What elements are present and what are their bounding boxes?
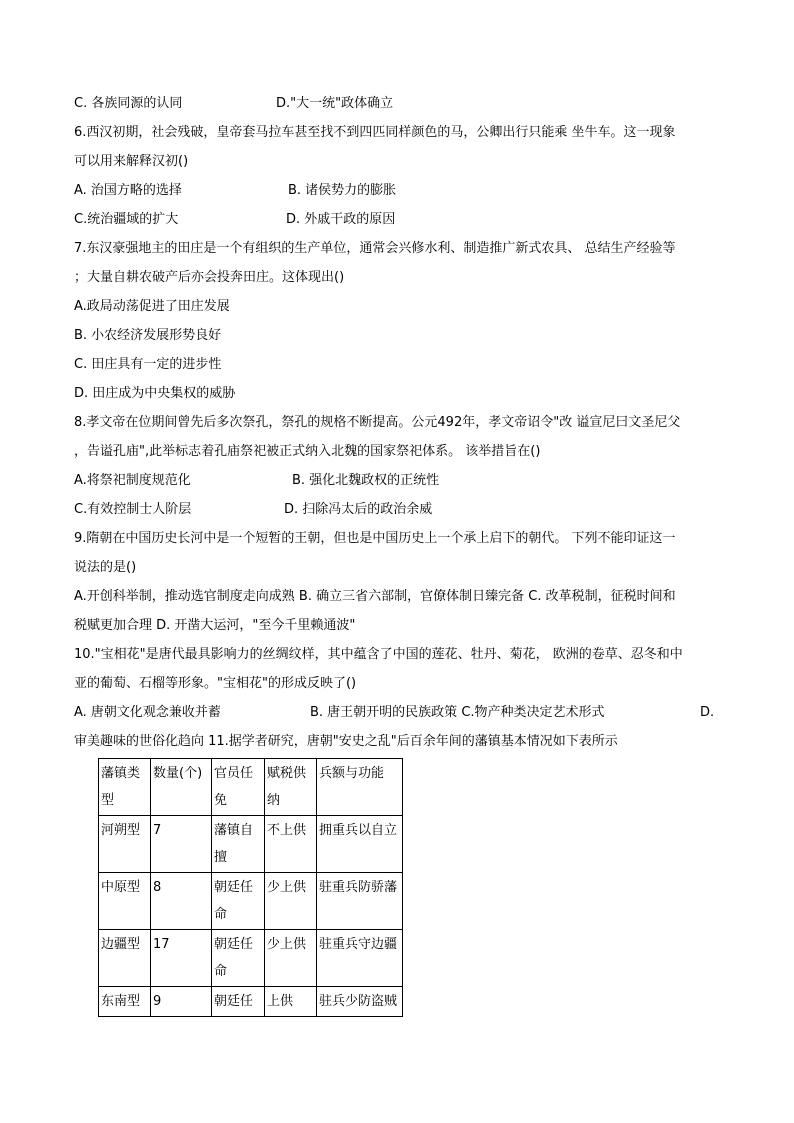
table-header-cell: 赋税供纳 [265,759,317,816]
question-10-text: 10."宝相花"是唐代最具影响力的丝绸纹样，其中蕴含了中国的莲花、牡丹、菊花， 欧洲的卷草、忍冬和中 [74,647,683,662]
table-cell: 朝廷任命 [212,873,265,930]
table-header-cell: 藩镇类型 [99,759,151,816]
table-cell: 驻重兵防骄藩 [317,873,403,930]
fanzhen-table [98,758,403,1017]
table-row [99,930,403,987]
table-row [99,816,403,873]
option-c-q7: C. 田庄具有一定的进步性 [74,357,222,372]
option-a-q8: A.将祭祀制度规范化 [74,473,191,488]
option-c-q5: C. 各族同源的认同 [74,96,183,111]
table-cell: 藩镇自擅 [212,816,265,873]
table-cell: 8 [151,873,212,930]
table-cell: 17 [151,930,212,987]
option-c-q6: C.统治疆域的扩大 [74,212,179,227]
question-10-text-cont: 亚的葡萄、石榴等形象。"宝相花"的形成反映了() [74,676,357,691]
option-c-q8: C.有效控制士人阶层 [74,502,192,517]
table-header-cell: 官员任免 [212,759,265,816]
table-cell: 少上供 [265,930,317,987]
table-cell: 中原型 [99,873,151,930]
table-cell: 少上供 [265,873,317,930]
table-header-row [99,759,403,816]
option-b-q7: B. 小农经济发展形势良好 [74,328,222,343]
table-cell: 朝廷任命 [212,930,265,987]
option-d-q10-label: D. [700,705,715,720]
table-cell: 不上供 [265,816,317,873]
option-b-q8: B. 强化北魏政权的正统性 [292,473,440,488]
question-9-text: 9.隋朝在中国历史长河中是一个短暂的王朝，但也是中国历史上一个承上启下的朝代。 下列不能印证这一 [74,531,676,546]
question-8-text: 8.孝文帝在位期间曾先后多次祭孔，祭孔的规格不断提高。公元492年，孝文帝诏令"改 谥宣尼曰文圣尼父 [74,415,681,430]
table-cell: 朝廷任 [212,987,265,1017]
table-cell: 9 [151,987,212,1017]
table-cell: 边疆型 [99,930,151,987]
options-q9: A.开创科举制，推动选官制度走向成熟 B. 确立三省六部制，官僚体制日臻完备 C. 改革税制，征税时间和 [74,589,676,604]
option-d-q10-and-question-11: 审美趣味的世俗化趋向 11.据学者研究，唐朝"安史之乱"后百余年间的藩镇基本情况如下表所示 [74,734,618,749]
table-cell: 上供 [265,987,317,1017]
question-9-text-cont: 说法的是() [74,560,137,575]
table-cell: 拥重兵以自立 [317,816,403,873]
option-d-q7: D. 田庄成为中央集权的威胁 [74,386,236,401]
table-cell: 驻重兵守边疆 [317,930,403,987]
option-b-c-q10: B. 唐王朝开明的民族政策 C.物产种类决定艺术形式 [310,705,605,720]
option-a-q7: A.政局动荡促进了田庄发展 [74,299,230,314]
option-d-q8: D. 扫除冯太后的政治余威 [284,502,433,517]
question-7-text-cont: ；大量自耕农破产后亦会投奔田庄。这体现出() [74,270,345,285]
question-6-text: 6.西汉初期，社会残破，皇帝套马拉车甚至找不到四匹同样颜色的马，公卿出行只能乘 坐牛车。这一现象 [74,125,676,140]
question-8-text-cont: ，告谥孔庙",此举标志着孔庙祭祀被正式纳入北魏的国家祭祀体系。 该举措旨在() [74,444,541,459]
table-cell: 东南型 [99,987,151,1017]
table-cell: 驻兵少防盗贼 [317,987,403,1017]
table-cell: 河朔型 [99,816,151,873]
question-6-text-cont: 可以用来解释汉初() [74,154,189,169]
option-d-q6: D. 外戚干政的原因 [286,212,396,227]
question-7-text: 7.东汉豪强地主的田庄是一个有组织的生产单位，通常会兴修水利、制造推广新式农具、 总结生产经验等 [74,241,676,256]
table-header-cell: 数量(个) [151,759,212,816]
table-header-cell: 兵额与功能 [317,759,403,816]
table-row [99,873,403,930]
options-q9-cont: 税赋更加合理 D. 开凿大运河，"至今千里赖通波" [74,618,356,633]
table-row [99,987,403,1017]
option-a-q6: A. 治国方略的选择 [74,183,182,198]
table-cell: 7 [151,816,212,873]
option-b-q6: B. 诸侯势力的膨胀 [288,183,397,198]
option-d-q5: D."大一统"政体确立 [276,96,394,111]
option-a-q10: A. 唐朝文化观念兼收并蓄 [74,705,221,720]
